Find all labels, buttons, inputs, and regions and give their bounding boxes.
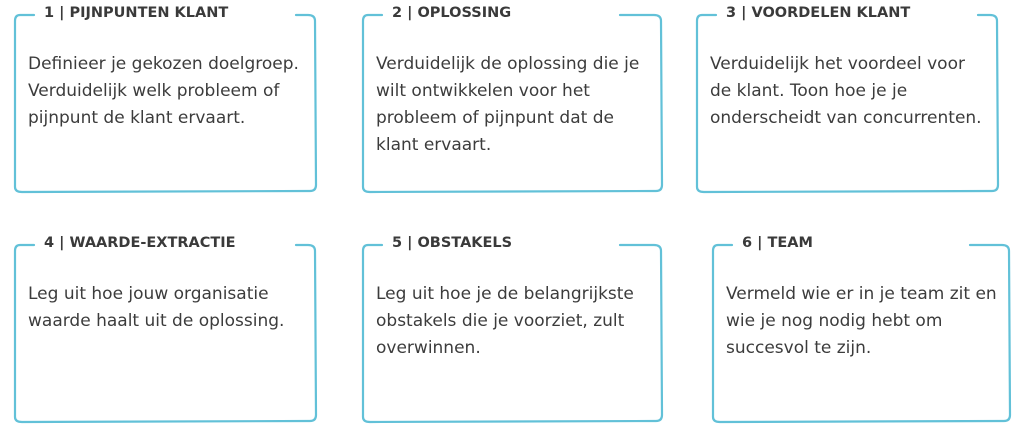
card-waarde-extractie [14, 235, 318, 423]
card-body: Verduidelijk de oplossing die je wilt ontwikkelen voor het probleem of pijnpunt dat de klant ervaart. [376, 54, 640, 155]
card-title: 3 | VOORDELEN KLANT [720, 3, 916, 23]
card-body: Definieer je gekozen doelgroep. Verduidelijk welk probleem of pijnpunt de klant ervaart. [28, 54, 299, 128]
card-body: Verduidelijk het voordeel voor de klant. Toon hoe je je onderscheidt van concurrenten. [710, 54, 982, 128]
card-title: 6 | TEAM [736, 233, 819, 253]
card-obstakels [362, 235, 664, 423]
card-voordelen-klant [696, 5, 1000, 193]
card-body: Leg uit hoe je de belangrijkste obstakels die je voorziet, zult overwinnen. [376, 284, 634, 358]
card-oplossing [362, 5, 664, 193]
card-title: 2 | OPLOSSING [386, 3, 517, 23]
card-title: 1 | PIJNPUNTEN KLANT [38, 3, 234, 23]
card-body: Leg uit hoe jouw organisatie waarde haalt uit de oplossing. [28, 284, 285, 331]
card-title: 4 | WAARDE-EXTRACTIE [38, 233, 242, 253]
card-body: Vermeld wie er in je team zit en wie je nog nodig hebt om succesvol te zijn. [726, 284, 997, 358]
card-team [712, 235, 1012, 423]
card-title: 5 | OBSTAKELS [386, 233, 518, 253]
card-pijnpunten-klant [14, 5, 318, 193]
